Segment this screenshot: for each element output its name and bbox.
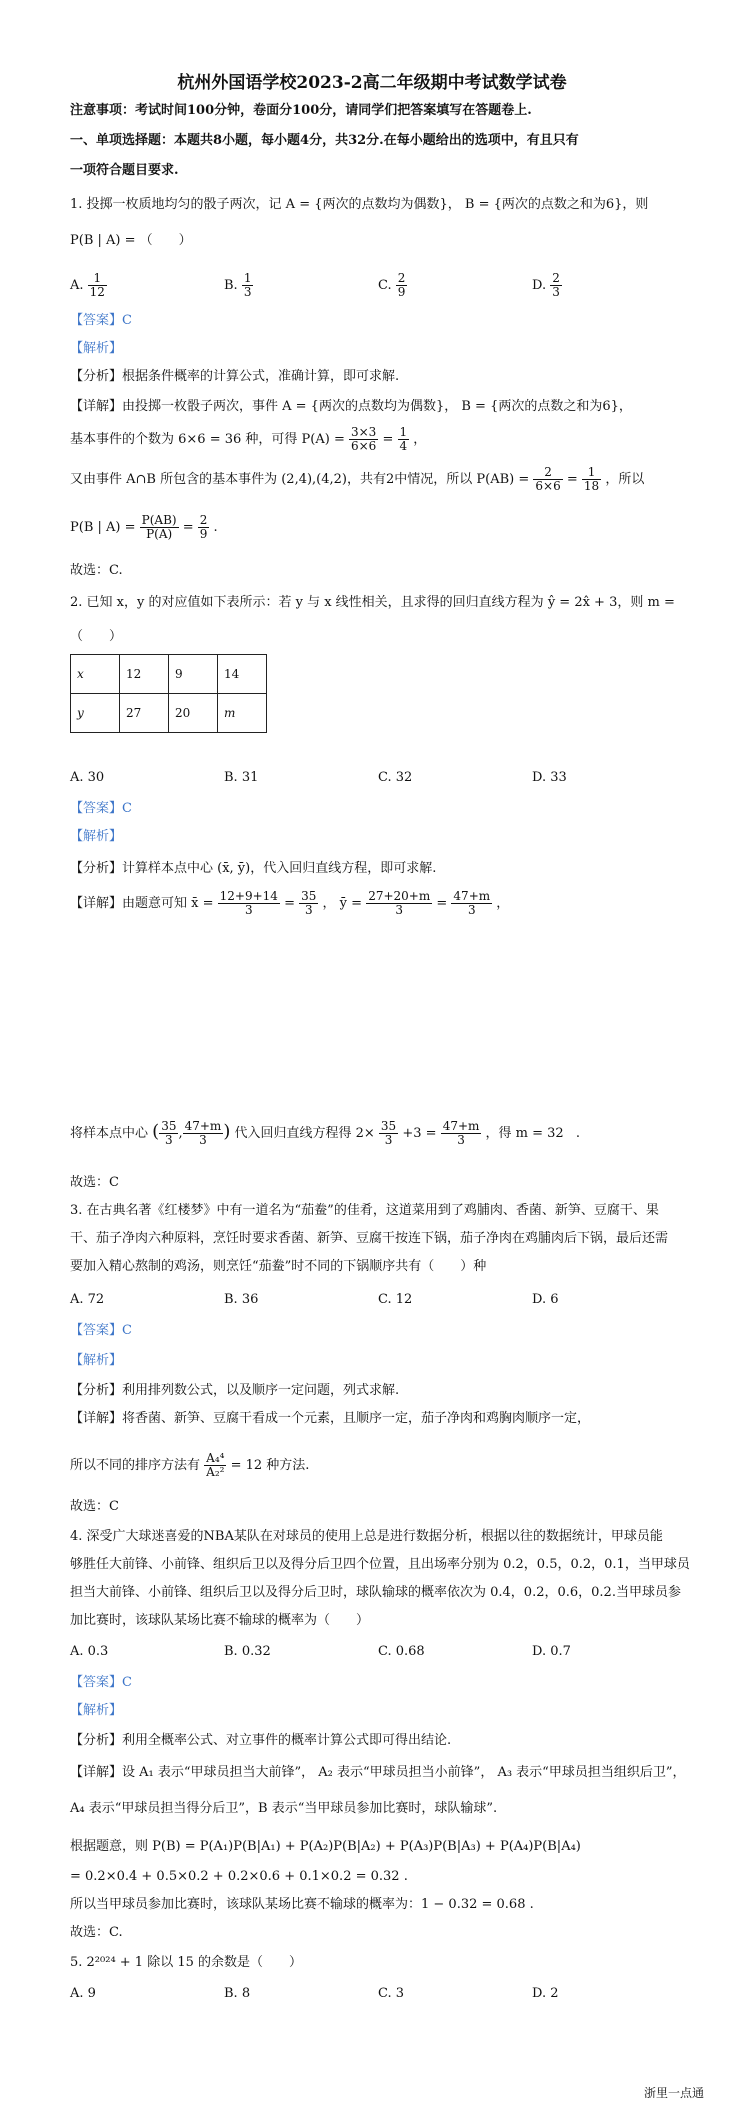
q2-conclusion: 故选：C: [70, 1175, 119, 1190]
table-cell: y: [71, 694, 120, 733]
q1-option-d: D. $\frac{2}{3}$: [532, 271, 560, 299]
q4-option-b: B. 0.32: [224, 1644, 271, 1659]
table-cell: 14: [218, 655, 267, 694]
table-row: [71, 694, 267, 733]
footer-watermark: 浙里一点通: [643, 2086, 704, 2100]
q1-conclusion: 故选：C.: [70, 563, 123, 578]
q4-detail-line4: = 0.2×0.4 + 0.5×0.2 + 0.2×0.6 + 0.1×0.2 = 0.32 .: [70, 1869, 408, 1884]
q2-jiexi: 【解析】: [70, 829, 123, 844]
q3-detail-line2: 所以不同的排序方法有 $\frac{\text{A₄⁴}}{\text{A₂²}}$ = 12 种方法.: [70, 1451, 310, 1479]
q4-option-d: D. 0.7: [532, 1644, 571, 1659]
q3-stem-line3: 要加入精心熬制的鸡汤，则烹饪“茄鲞”时不同的下锅顺序共有（ ）种: [70, 1259, 487, 1274]
q1-jiexi: 【解析】: [70, 341, 123, 356]
table-cell: 9: [169, 655, 218, 694]
q2-option-c: C. 32: [378, 770, 413, 785]
q2-stem-line2: （ ）: [70, 629, 123, 644]
q3-conclusion: 故选：C: [70, 1499, 119, 1514]
q1-detail-line1: 【详解】由投掷一枚骰子两次，事件 A = {两次的点数均为偶数}， B = {两次的点数之和为6}，: [70, 399, 632, 414]
q1-stem-line1: 1. 投掷一枚质地均匀的骰子两次，记 A = {两次的点数均为偶数}， B = {两次的点数之和为6}，则: [70, 197, 649, 212]
q2-answer: 【答案】C: [70, 801, 132, 816]
notice: 注意事项：考试时间100分钟，卷面分100分，请同学们把答案填写在答题卷上.: [70, 103, 532, 118]
q1-detail-line2: 基本事件的个数为 6×6 = 36 种，可得 P(A) = $\frac{3\times 3}{6\times 6}$ = $\frac{1}{4}$ ，: [70, 425, 427, 453]
q2-value-table: [70, 654, 267, 733]
page-title: 杭州外国语学校2023-2高二年级期中考试数学试卷: [177, 73, 567, 93]
q2-detail-line1: 【详解】由题意可知 x̄ = $\frac{12+9+14}{3}$ = $\frac{35}{3}$ ， ȳ = $\frac{27+20+m}{3}$ = $\frac{47+m}{3}$ ，: [70, 889, 510, 917]
q4-analysis: 【分析】利用全概率公式、对立事件的概率计算公式即可得出结论.: [70, 1733, 452, 1748]
table-cell: 20: [169, 694, 218, 733]
table-cell: 12: [120, 655, 169, 694]
q1-option-c: C. $\frac{2}{9}$: [378, 271, 406, 299]
q2-option-b: B. 31: [224, 770, 259, 785]
table-cell: m: [218, 694, 267, 733]
q1-analysis: 【分析】根据条件概率的计算公式，准确计算，即可求解.: [70, 369, 400, 384]
q5-option-d: D. 2: [532, 1986, 559, 2001]
q3-detail-line1: 【详解】将香菌、新笋、豆腐干看成一个元素，且顺序一定，茄子净肉和鸡胸肉顺序一定，: [70, 1411, 591, 1426]
q4-stem-line2: 够胜任大前锋、小前锋、组织后卫以及得分后卫四个位置，且出场率分别为 0.2，0.5，0.2，0.1，当甲球员: [70, 1557, 690, 1572]
q4-detail-line1: 【详解】设 A₁ 表示“甲球员担当大前锋”， A₂ 表示“甲球员担当小前锋”， A₃ 表示“甲球员担当组织后卫”，: [70, 1765, 686, 1780]
q1-answer: 【答案】C: [70, 313, 132, 328]
q4-option-c: C. 0.68: [378, 1644, 425, 1659]
q1-option-b: B. $\frac{1}{3}$: [224, 271, 252, 299]
q4-detail-line2: A₄ 表示“甲球员担当得分后卫”，B 表示“当甲球员参加比赛时，球队输球”.: [70, 1801, 498, 1816]
q4-detail-line5: 所以当甲球员参加比赛时，该球队某场比赛不输球的概率为：1 − 0.32 = 0.68 .: [70, 1897, 534, 1912]
q1-stem-line2: P(B | A) = （ ）: [70, 233, 192, 248]
q5-option-a: A. 9: [70, 1986, 96, 2001]
q3-option-c: C. 12: [378, 1292, 413, 1307]
q4-stem-line4: 加比赛时，该球队某场比赛不输球的概率为（ ）: [70, 1613, 370, 1628]
q5-option-c: C. 3: [378, 1986, 405, 2001]
q4-jiexi: 【解析】: [70, 1703, 123, 1718]
q2-option-a: A. 30: [70, 770, 105, 785]
q3-option-d: D. 6: [532, 1292, 559, 1307]
q4-stem-line3: 担当大前锋、小前锋、组织后卫以及得分后卫时，球队输球的概率依次为 0.4，0.2，0.6，0.2.当甲球员参: [70, 1585, 681, 1600]
q3-stem-line2: 干、茄子净肉六种原料，烹饪时要求香菌、新笋、豆腐干按连下锅，茄子净肉在鸡脯肉后下锅，最后还需: [70, 1231, 669, 1246]
section-heading-line2: 一项符合题目要求.: [70, 163, 179, 178]
q4-option-a: A. 0.3: [70, 1644, 109, 1659]
q4-detail-line3: 根据题意，则 P(B) = P(A₁)P(B|A₁) + P(A₂)P(B|A₂) + P(A₃)P(B|A₃) + P(A₄)P(B|A₄): [70, 1839, 581, 1854]
q3-option-a: A. 72: [70, 1292, 105, 1307]
section-heading-line1: 一、单项选择题：本题共8小题，每小题4分，共32分.在每小题给出的选项中，有且只有: [70, 133, 579, 148]
q3-stem-line1: 3. 在古典名著《红楼梦》中有一道名为“茄鲞”的佳肴，这道菜用到了鸡脯肉、香菌、新笋、豆腐干、果: [70, 1203, 659, 1218]
q2-stem-line1: 2. 已知 x，y 的对应值如下表所示：若 y 与 x 线性相关，且求得的回归直线方程为 ŷ = 2x̂ + 3，则 m =: [70, 595, 675, 610]
q1-detail-line4: P(B | A) = $\frac{P(AB)}{P(A)}$ = $\frac{2}{9}$ .: [70, 513, 218, 541]
table-cell: 27: [120, 694, 169, 733]
q1-detail-line3: 又由事件 A∩B 所包含的基本事件为 (2,4),(4,2)，共有2中情况，所以 P(AB) = $\frac{2}{6\times 6}$ = $\frac{1}{18}$ ，所以: [70, 465, 645, 493]
q4-stem-line1: 4. 深受广大球迷喜爱的NBA某队在对球员的使用上总是进行数据分析，根据以往的数据统计，甲球员能: [70, 1529, 663, 1544]
table-row: [71, 655, 267, 694]
q3-jiexi: 【解析】: [70, 1353, 123, 1368]
q2-option-d: D. 33: [532, 770, 567, 785]
q5-option-b: B. 8: [224, 1986, 251, 2001]
q5-stem: 5. 2²⁰²⁴ + 1 除以 15 的余数是（ ）: [70, 1955, 303, 1970]
q4-conclusion: 故选：C.: [70, 1925, 123, 1940]
q3-answer: 【答案】C: [70, 1323, 132, 1338]
q4-answer: 【答案】C: [70, 1675, 132, 1690]
q3-analysis: 【分析】利用排列数公式，以及顺序一定问题，列式求解.: [70, 1383, 400, 1398]
table-cell: x: [71, 655, 120, 694]
q2-analysis: 【分析】计算样本点中心 (x̄, ȳ)，代入回归直线方程，即可求解.: [70, 861, 437, 876]
q2-detail-line2: 将样本点中心 ( $\frac{35}{3}$ , $\frac{47+m}{3}$ ) 代入回归直线方程得 2× $\frac{35}{3}$ +3 = $\frac{47+m}{3}$ ，得 m = 32 .: [70, 1119, 580, 1147]
q1-option-a: A. $\frac{1}{12}$: [70, 271, 105, 299]
q3-option-b: B. 36: [224, 1292, 259, 1307]
